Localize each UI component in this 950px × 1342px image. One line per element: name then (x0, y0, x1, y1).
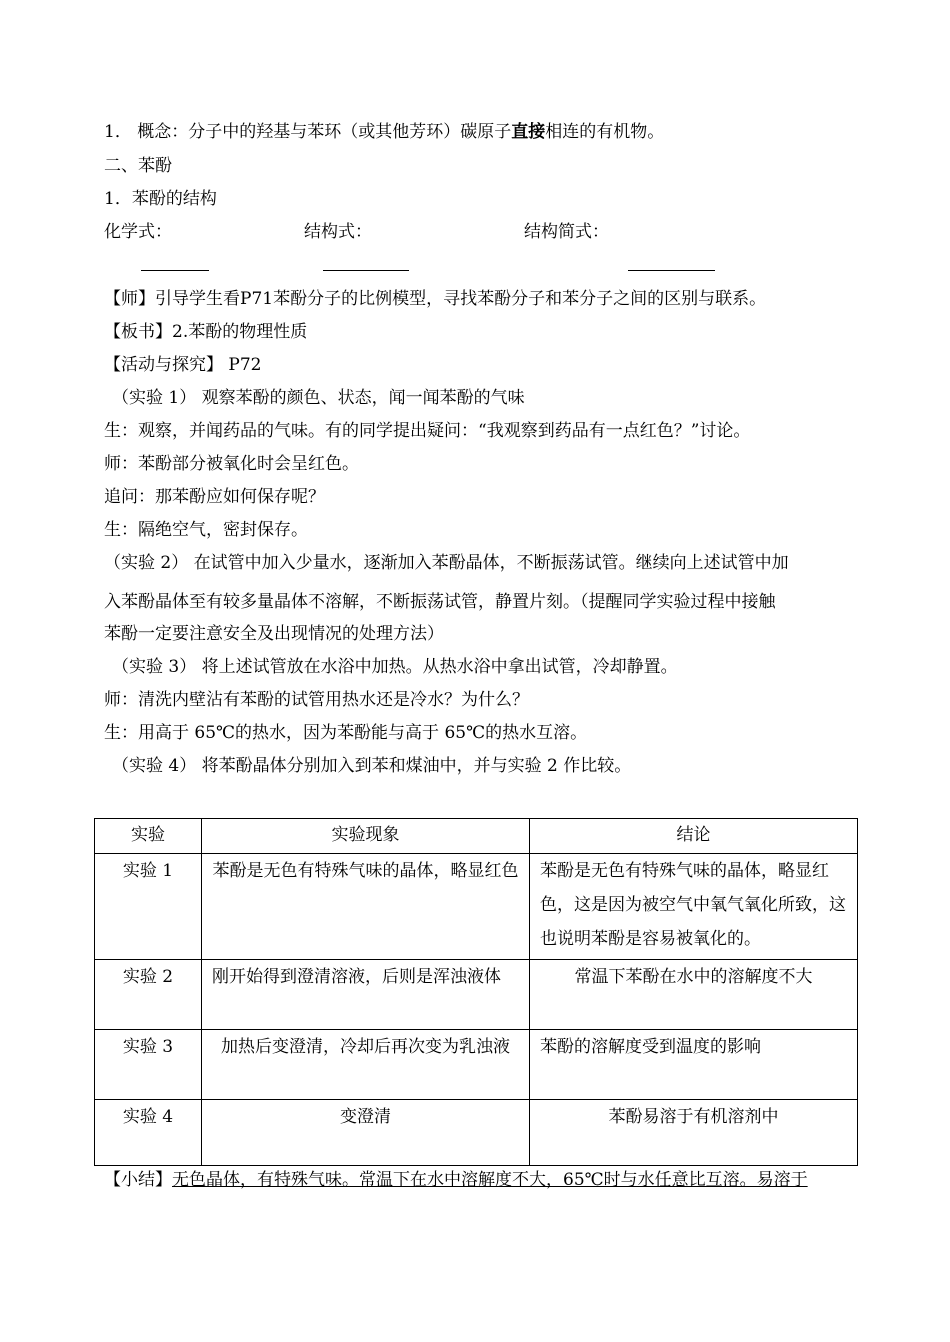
experiment-3-line: （实验 3） 将上述试管放在水浴中加热。从热水浴中拿出试管，冷却静置。 (112, 657, 678, 677)
column-header-experiment: 实验 (95, 819, 202, 854)
experiment-1-line: （实验 1） 观察苯酚的颜色、状态，闻一闻苯酚的气味 (112, 388, 525, 408)
blackboard-line: 【板书】2.苯酚的物理性质 (104, 322, 308, 342)
experiment-4-line: （实验 4） 将苯酚晶体分别加入到苯和煤油中，并与实验 2 作比较。 (112, 756, 632, 776)
summary-text: 无色晶体，有特殊气味。常温下在水中溶解度不大，65℃时与水任意比互溶。易溶于 (172, 1170, 808, 1190)
formula-blank (141, 270, 209, 271)
column-header-conclusion: 结论 (530, 819, 858, 854)
column-header-phenomenon: 实验现象 (202, 819, 530, 854)
definition-bold-text: 直接 (511, 122, 546, 142)
definition-text: 1． 概念：分子中的羟基与苯环（或其他芳环）碳原子 (104, 122, 512, 142)
structural-formula-label: 结构式： (304, 222, 372, 242)
table-row (95, 1100, 858, 1166)
simple-formula-label: 结构简式： (524, 222, 609, 242)
experiment-table (94, 818, 858, 1166)
table-row (95, 854, 858, 960)
experiment-2-line-2: 入苯酚晶体至有较多量晶体不溶解，不断振荡试管，静置片刻。（提醒同学实验过程中接触 (104, 592, 776, 612)
student-observation-line: 生：观察，并闻药品的气味。有的同学提出疑问：“我观察到药品有一点红色？”讨论。 (104, 421, 751, 441)
table-cell-experiment: 实验 1 (95, 854, 202, 960)
experiment-2-line-3: 苯酚一定要注意安全及出现情况的处理方法） (104, 624, 444, 644)
formula-label: 化学式： (104, 222, 172, 242)
table-row (95, 960, 858, 1030)
teacher-guide-line: 【师】引导学生看P71苯酚分子的比例模型，寻找苯酚分子和苯分子之间的区别与联系。 (104, 289, 767, 309)
teacher-answer-line: 师：苯酚部分被氧化时会呈红色。 (104, 454, 359, 474)
summary-line (104, 1168, 808, 1192)
definition-text-end: 相连的有机物。 (545, 122, 665, 142)
table-cell-experiment: 实验 3 (95, 1030, 202, 1100)
student-reply-line: 生：用高于 65℃的热水，因为苯酚能与高于 65℃的热水互溶。 (104, 723, 588, 743)
section-heading: 二、苯酚 (104, 156, 172, 176)
structural-formula-blank (323, 270, 409, 271)
table-cell-experiment: 实验 2 (95, 960, 202, 1030)
table-row (95, 1030, 858, 1100)
activity-line: 【活动与探究】 P72 (104, 355, 262, 375)
student-answer-line: 生：隔绝空气，密封保存。 (104, 520, 308, 540)
table-cell-experiment: 实验 4 (95, 1100, 202, 1166)
experiment-2-line-1: （实验 2） 在试管中加入少量水，逐渐加入苯酚晶体，不断振荡试管。继续向上述试管中加 (104, 553, 789, 573)
follow-up-question-line: 追问：那苯酚应如何保存呢？ (104, 487, 325, 507)
table-header-row (95, 819, 858, 854)
simple-formula-blank (628, 270, 715, 271)
table-cell-conclusion: 苯酚的溶解度受到温度的影响 (530, 1030, 858, 1100)
table-cell-phenomenon: 变澄清 (202, 1100, 530, 1166)
table-cell-phenomenon: 苯酚是无色有特殊气味的晶体，略显红色 (202, 854, 530, 960)
table-cell-conclusion: 常温下苯酚在水中的溶解度不大 (530, 960, 858, 1030)
table-cell-phenomenon: 加热后变澄清，冷却后再次变为乳浊液 (202, 1030, 530, 1100)
subsection-heading: 1．苯酚的结构 (104, 189, 217, 209)
teacher-question-line: 师：清洗内壁沾有苯酚的试管用热水还是冷水？为什么？ (104, 690, 529, 710)
table-cell-conclusion: 苯酚易溶于有机溶剂中 (530, 1100, 858, 1166)
summary-label: 【小结】 (104, 1170, 172, 1190)
table-cell-conclusion: 苯酚是无色有特殊气味的晶体，略显红色，这是因为被空气中氧气氧化所致，这也说明苯酚是容易被氧化的。 (530, 854, 858, 960)
table-cell-phenomenon: 刚开始得到澄清溶液，后则是浑浊液体 (202, 960, 530, 1030)
definition-line (104, 120, 664, 144)
